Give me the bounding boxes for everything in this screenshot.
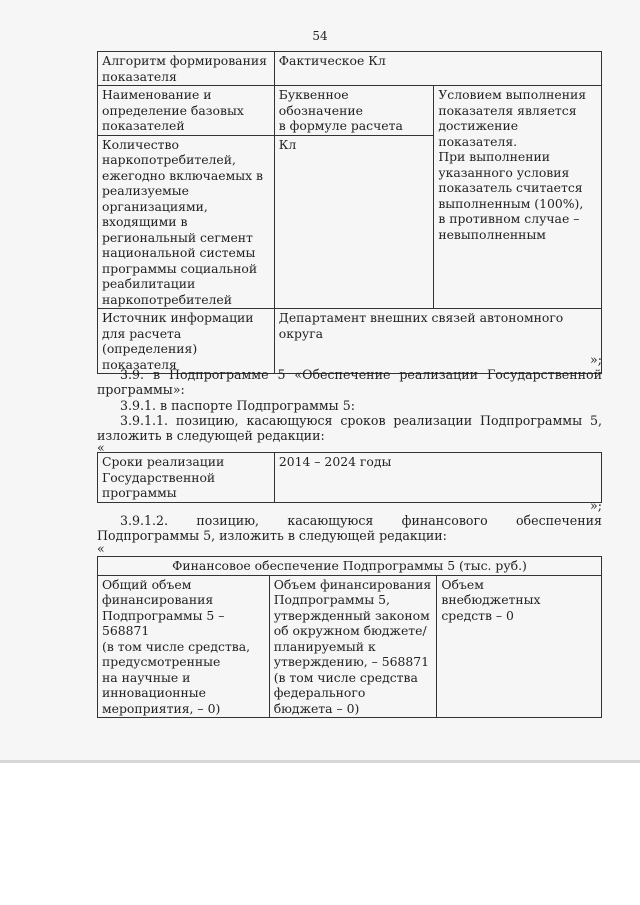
table-header-cell: Финансовое обеспечение Подпрограммы 5 (тыс. руб.) [98,557,602,576]
term-table [97,452,602,503]
table-cell: 2014 – 2024 годы [274,453,601,503]
paragraph-3-9-line-1: 3.9. в Подпрограмме 5 «Обеспечение реализации Государственной [120,367,602,382]
table-cell: Департамент внешних связей автономного округа [274,309,601,374]
table-row [98,86,602,136]
table-row [98,52,602,86]
page-number: 54 [312,29,328,43]
table-row [98,557,602,576]
table-cell: Количество наркопотребителей, ежегодно включаемых в реализуемые организациями, входящими в региональный сегмент национальной системы программы социальной реабилитации наркопотребителей [98,135,275,309]
closing-quote: »; [590,352,602,367]
table-cell: Фактическое Кл [274,52,601,86]
table-cell: Сроки реализации Государственной программы [98,453,275,503]
table-row [98,575,602,718]
financing-table [97,556,602,718]
paragraph-3-9-1: 3.9.1. в паспорте Подпрограммы 5: [120,398,355,413]
scan-edge-divider [0,760,640,763]
table-cell: Объем внебюджетных средств – 0 [437,575,602,718]
paragraph-3-9-1-1-line-1: 3.9.1.1. позицию, касающуюся сроков реализации Подпрограммы 5, [120,413,602,428]
indicator-table [97,51,602,374]
paragraph-3-9-line-2: программы»: [97,382,185,397]
opening-quote: « [97,541,105,556]
table-cell: Источник информации для расчета (определения) показателя [98,309,275,374]
table-cell: Кл [274,135,434,309]
table-cell: Общий объем финансирования Подпрограммы 5 – 568871 (в том числе средства, предусмотренные на научные и инновационные мероприятия, – 0) [98,575,270,718]
table-cell: Условием выполнения показателя является достижение показателя. При выполнении указанного условия показатель считается выполненным (100%), в противном случае – невыполненным [434,86,602,309]
table-cell: Наименование и определение базовых показателей [98,86,275,136]
table-cell: Объем финансирования Подпрограммы 5, утвержденный законом об окружном бюджете/ планируемый к утверждению, – 568871 (в том числе средства федерального бюджета – 0) [269,575,437,718]
closing-quote: »; [590,498,602,513]
table-row [98,453,602,503]
paragraph-3-9-1-1-line-2: изложить в следующей редакции: [97,428,325,443]
paragraph-3-9-1-2-line-2: Подпрограммы 5, изложить в следующей редакции: [97,528,447,543]
opening-quote: « [97,440,105,455]
paragraph-3-9-1-2-line-1: 3.9.1.2. позицию, касающуюся финансового обеспечения [120,513,602,528]
table-cell: Алгоритм формирования показателя [98,52,275,86]
table-cell: Буквенное обозначение в формуле расчета [274,86,434,136]
